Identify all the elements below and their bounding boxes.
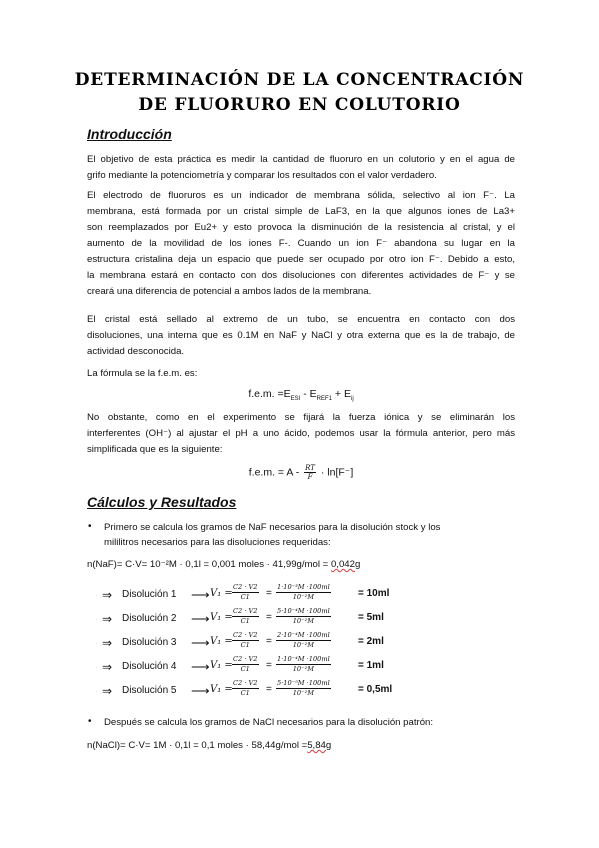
text-line: interferentes (OH⁻) al ajustar el pH a uno ácido, podemos usar la fórmula anterior, pero más xyxy=(87,428,515,439)
fraction-values xyxy=(276,607,331,625)
equals-sign: = xyxy=(266,588,272,599)
nacl-calculation xyxy=(87,740,331,751)
dilution-row xyxy=(102,608,522,630)
bullet-text-nacl: Después se calcula los gramos de NaCl necesarios para la disolución patrón: xyxy=(104,717,434,728)
fraction-values xyxy=(276,655,331,673)
fraction-numerator: 5·10⁻⁵M ·100ml xyxy=(277,679,330,687)
fraction-values xyxy=(276,583,331,601)
fraction-values xyxy=(276,679,331,697)
formula-fem-simplified xyxy=(87,464,515,481)
double-arrow-icon: ⇒ xyxy=(102,684,113,698)
formula-text: + E xyxy=(332,388,351,400)
formula-subscript: REF1 xyxy=(316,396,332,403)
text-line: mililitros necesarios para las disoluciones requeridas: xyxy=(104,537,331,548)
dilution-label: Disolución 5 xyxy=(122,685,177,696)
text-line: Primero se calcula los gramos de NaF necesarios para la disolución stock y los xyxy=(104,522,441,533)
fraction-c2v2-c1 xyxy=(232,631,259,649)
fraction-denominator: 10⁻²M xyxy=(292,592,314,601)
equals-sign: = xyxy=(266,660,272,671)
fraction-denominator: C1 xyxy=(240,592,250,601)
heading-introduccion: Introducción xyxy=(87,126,172,142)
document-title xyxy=(40,68,559,118)
equals-sign: = xyxy=(266,612,272,623)
fraction-denominator: C1 xyxy=(240,664,250,673)
fraction-numerator: 5·10⁻⁴M ·100ml xyxy=(277,607,330,615)
bullet-icon: • xyxy=(88,716,92,727)
text-line: No obstante, como en el experimento se fijará la fuerza iónica y se eliminarán los xyxy=(87,412,515,423)
calculation-text: n(NaF)= C·V= 10⁻²M · 0,1l = 0,001 moles · 41,99g/mol = xyxy=(87,559,331,570)
dilution-label: Disolución 4 xyxy=(122,661,177,672)
fraction-c2v2-c1 xyxy=(232,607,259,625)
text-line: El objetivo de esta práctica es medir la cantidad de fluoruro en un colutorio y en el agua de xyxy=(87,154,515,165)
fraction-c2v2-c1 xyxy=(232,583,259,601)
formula-subscript: ij xyxy=(350,396,354,403)
fraction-numerator: C2 · V2 xyxy=(233,679,258,687)
fraction-numerator: 1·10⁻³M ·100ml xyxy=(277,583,330,591)
fraction-denominator: C1 xyxy=(240,688,250,697)
dilution-label: Disolución 1 xyxy=(122,589,177,600)
text-line: estructura cristalina deja un espacio que puede ser ocupado por otro ion F⁻. Debido a esto, xyxy=(87,254,515,265)
paragraph-formula-intro xyxy=(87,366,515,382)
fraction-numerator: 2·10⁻⁴M ·100ml xyxy=(277,631,330,639)
dilution-row xyxy=(102,632,522,654)
fraction-numerator: C2 · V2 xyxy=(233,607,258,615)
volume-symbol: V₁ = xyxy=(210,612,233,623)
dilution-result: = 10ml xyxy=(358,588,390,599)
formula-fem-complete xyxy=(87,388,515,402)
formula-fraction xyxy=(304,464,316,481)
fraction-denominator: 10⁻²M xyxy=(292,664,314,673)
formula-text: f.e.m. =E xyxy=(248,388,291,400)
text-line: actividad desconocida. xyxy=(87,346,185,357)
equals-sign: = xyxy=(266,636,272,647)
bullet-icon: • xyxy=(88,521,92,532)
dilution-row xyxy=(102,584,522,606)
fraction-denominator: 10⁻²M xyxy=(292,640,314,649)
text-line: La fórmula se la f.e.m. es: xyxy=(87,368,198,379)
dilution-label: Disolución 2 xyxy=(122,613,177,624)
fraction-numerator: C2 · V2 xyxy=(233,583,258,591)
fraction-denominator: C1 xyxy=(240,640,250,649)
double-arrow-icon: ⇒ xyxy=(102,588,113,602)
text-line: simplificada que es la siguiente: xyxy=(87,444,223,455)
fraction-denominator: 10⁻²M xyxy=(292,688,314,697)
text-line: la membrana estará en contacto con dos disoluciones con diferentes actividades de F⁻ y se xyxy=(87,270,515,281)
double-arrow-icon: ⇒ xyxy=(102,660,113,674)
text-line: creará una diferencia de potencial a ambos lados de la membrana. xyxy=(87,286,372,297)
arrow-right-icon: ⟶ xyxy=(191,635,210,650)
text-line: aumento de la movilidad de los iones F-. Cuando un ion F⁻ abandona su lugar en la xyxy=(87,238,515,249)
text-line: disoluciones, una interna que es 0.1M en NaF y NaCl y otra externa que es la de trabajo, de xyxy=(87,330,515,341)
fraction-c2v2-c1 xyxy=(232,655,259,673)
naf-calculation xyxy=(87,559,360,570)
formula-text: · ln[F⁻] xyxy=(317,466,354,479)
volume-symbol: V₁ = xyxy=(210,636,233,647)
fraction-numerator: C2 · V2 xyxy=(233,631,258,639)
title-line-1: DETERMINACIÓN DE LA CONCENTRACIÓN xyxy=(74,70,525,90)
fraction-numerator: C2 · V2 xyxy=(233,655,258,663)
text-line: membrana, está formada por un cristal simple de LaF3, en la que algunos iones de La3+ xyxy=(87,206,515,217)
fraction-c2v2-c1 xyxy=(232,679,259,697)
arrow-right-icon: ⟶ xyxy=(191,659,210,674)
dilution-result: = 0,5ml xyxy=(358,684,393,695)
paragraph-cristal xyxy=(87,312,515,360)
paragraph-objetivo xyxy=(87,152,515,184)
dilution-result: = 1ml xyxy=(358,660,384,671)
volume-symbol: V₁ = xyxy=(210,588,233,599)
arrow-right-icon: ⟶ xyxy=(191,587,210,602)
text-line: son reemplazados por Eu2+ y esto provoca la disminución de la resistencia al cristal, y el xyxy=(87,222,515,233)
calculation-result: 5,84g xyxy=(307,740,332,751)
volume-symbol: V₁ = xyxy=(210,684,233,695)
bullet-text-naf xyxy=(104,520,514,550)
dilution-row xyxy=(102,680,522,702)
fraction-denominator: 10⁻²M xyxy=(292,616,314,625)
arrow-right-icon: ⟶ xyxy=(191,611,210,626)
paragraph-no-obstante xyxy=(87,410,515,458)
fraction-numerator: RT xyxy=(305,464,315,472)
fraction-denominator: F xyxy=(307,473,313,481)
calculation-result: 0,042g xyxy=(330,559,361,570)
formula-subscript: ESI xyxy=(290,396,301,403)
dilution-row xyxy=(102,656,522,678)
dilution-result: = 2ml xyxy=(358,636,384,647)
double-arrow-icon: ⇒ xyxy=(102,636,113,650)
paragraph-electrodo xyxy=(87,188,515,300)
heading-calculos: Cálculos y Resultados xyxy=(87,494,237,510)
volume-symbol: V₁ = xyxy=(210,660,233,671)
dilution-result: = 5ml xyxy=(358,612,384,623)
equals-sign: = xyxy=(266,684,272,695)
arrow-right-icon: ⟶ xyxy=(191,683,210,698)
text-line: El electrodo de fluoruros es un indicador de membrana sólida, selectivo al ion F⁻. La xyxy=(87,190,515,201)
formula-text: f.e.m. = A - xyxy=(248,466,303,479)
fraction-values xyxy=(276,631,331,649)
fraction-numerator: 1·10⁻⁴M ·100ml xyxy=(277,655,330,663)
formula-text: - E xyxy=(300,388,317,400)
text-line: El cristal está sellado al extremo de un tubo, se encuentra en contacto con dos xyxy=(87,314,515,325)
double-arrow-icon: ⇒ xyxy=(102,612,113,626)
text-line: grifo mediante la potenciometría y comparar los resultados con el valor verdadero. xyxy=(87,170,437,181)
dilution-label: Disolución 3 xyxy=(122,637,177,648)
calculation-text: n(NaCl)= C·V= 1M · 0,1l = 0,1 moles · 58,44g/mol = xyxy=(87,740,308,751)
fraction-denominator: C1 xyxy=(240,616,250,625)
title-line-2: DE FLUORURO EN COLUTORIO xyxy=(138,95,461,115)
